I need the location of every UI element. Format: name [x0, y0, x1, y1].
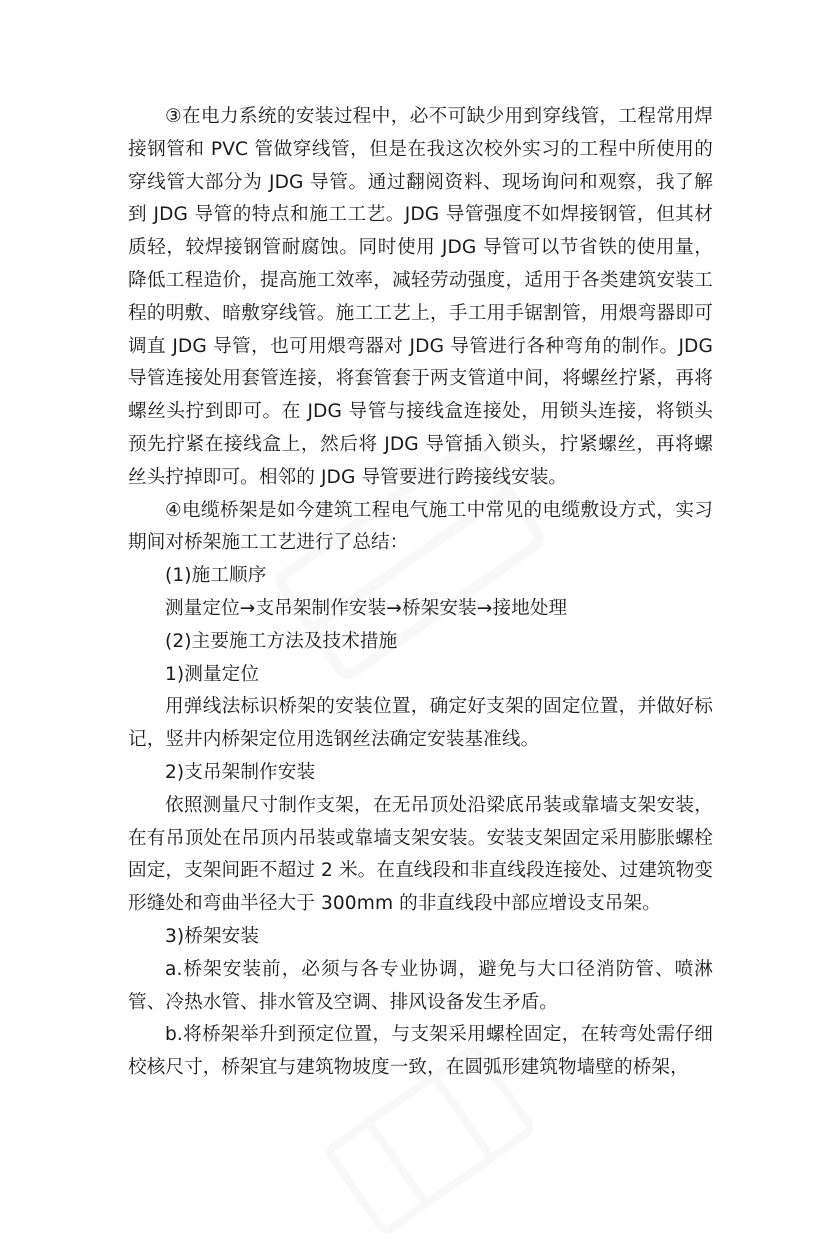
heading-measurement: 1)测量定位 — [165, 663, 260, 685]
paragraph-measurement: 用弹线法标识桥架的安装位置，确定好支架的固定位置，并做好标记，竖井内桥架定位用选钢丝法确定安装基准线。 — [128, 696, 713, 751]
document-body — [128, 101, 713, 1085]
paragraph-tray-step-a: a.桥架安装前，必须与各专业协调，避免与大口径消防管、喷淋管、冷热水管、排水管及空调、排风设备发生矛盾。 — [128, 958, 713, 1013]
paragraph-tray-step-b: b.将桥架举升到预定位置，与支架采用螺栓固定，在转弯处需仔细校核尺寸，桥架宜与建筑物坡度一致，在圆弧形建筑物墙壁的桥架， — [128, 1024, 713, 1079]
paragraph-jdg-conduit: ③在电力系统的安装过程中，必不可缺少用到穿线管，工程常用焊接钢管和 PVC 管做穿线管，但是在我这次校外实习的工程中所使用的穿线管大部分为 JDG 导管。通过翻阅资料、现场询问和观察，我了解到 JDG 导管的特点和施工工艺。JDG 导管强度不如焊接钢管，但其材质轻，较焊接钢管耐腐蚀。同时使用 JDG 导管可以节省铁的使用量，降低工程造价，提高施工效率，减轻劳动强度，适用于各类建筑安装工程的明敷、暗敷穿线管。施工工艺上，手工用手锯割管，用煨弯器即可调直 JDG 导管，也可用煨弯器对 JDG 导管进行各种弯角的制作。JDG 导管连接处用套管连接，将套管套于两支管道中间，将螺丝拧紧，再将螺丝头拧到即可。在 JDG 导管与接线盒连接处，用锁头连接，将锁头预先拧紧在接线盒上，然后将 JDG 导管插入锁头，拧紧螺丝，再将螺丝头拧掉即可。相邻的 JDG 导管要进行跨接线安装。 — [128, 106, 713, 488]
heading-support-installation: 2)支吊架制作安装 — [165, 761, 316, 783]
paragraph-cable-tray-intro: ④电缆桥架是如今建筑工程电气施工中常见的电缆敷设方式，实习期间对桥架施工工艺进行了总结： — [128, 499, 713, 554]
heading-main-methods: (2)主要施工方法及技术措施 — [165, 630, 398, 652]
paragraph-support-installation: 依照测量尺寸制作支架，在无吊顶处沿梁底吊装或靠墙支架安装，在有吊顶处在吊顶内吊装或靠墙支架安装。安装支架固定采用膨胀螺栓固定，支架间距不超过 2 米。在直线段和非直线段连接处、过建筑物变形缝处和弯曲半径大于 300mm 的非直线段中部应增设支吊架。 — [128, 794, 713, 915]
paragraph-sequence-flow: 测量定位→支吊架制作安装→桥架安装→接地处理 — [165, 597, 568, 619]
heading-construction-sequence: (1)施工顺序 — [165, 565, 267, 587]
heading-tray-installation: 3)桥架安装 — [165, 925, 260, 947]
